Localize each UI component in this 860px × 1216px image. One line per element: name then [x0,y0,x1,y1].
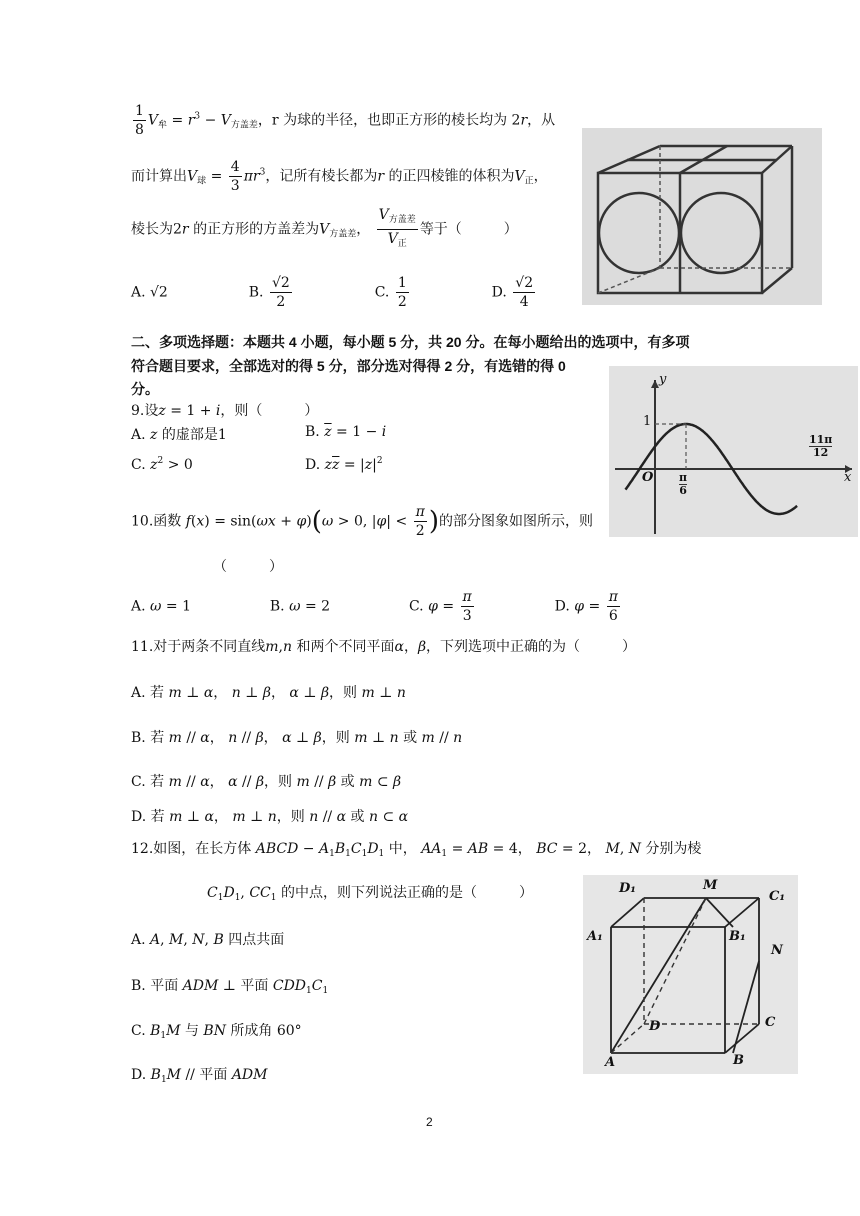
graph-y-label: y [659,372,667,387]
q12-option-c: C. $B_1M$ 与 BN 所成角 60° [131,1023,302,1041]
q10-stem: 10.函数 f(x) = sin(ωx + φ)(ω > 0, |φ| < $\frac{\pi}{2}$ )的部分图象如图所示，则 [131,504,594,539]
label-c1: C₁ [769,889,786,904]
q8-options: A. √2 B. $\frac{√2}{2}$ C. $\frac{1}{2}$ D. $\frac{√2}{4}$ [131,275,534,310]
section2-line1: 二、多项选择题：本题共 4 小题，每小题 5 分，共 20 分。在每小题给出的选项中，有多项 [131,334,690,350]
q8-line2: 而计算出$V_球$ = $\frac{4}{3}$ $\pi r^3$，记所有棱长都为r 的正四棱锥的体积为$V_正$， [131,159,548,194]
q12-stem-line2: $C_1D_1$, $CC_1$ 的中点，则下列说法正确的是（ ） [207,885,533,903]
label-b: B [733,1053,744,1068]
q12-option-a: A. A, M, N, B 四点共面 [131,932,285,948]
section2-line2: 符合题目要求，全部选对的得 5 分，部分选对得得 2 分，有选错的得 0 [131,358,566,374]
sine-graph-figure [609,366,858,537]
label-n: N [771,943,783,958]
q10-paren: （ ） [213,559,283,575]
q9-option-c: C. $z^2 > 0$ [131,456,193,473]
q12-stem: 12.如图，在长方体 ABCD − $A_1B_1C_1D_1$ 中， $AA_1$ = AB = 4， BC = 2， M, N 分别为棱 [131,841,702,859]
q11-option-b: B. 若 m // α， n // β， α ⊥ β，则 m ⊥ n 或 m // n [131,730,463,746]
q9-stem: 9.设z = 1 + i，则（ ） [131,403,319,419]
q8-line1: $\frac{1}{8}$ $V_牟 = r^3 - V_{方盖差}$，r 为球的半径，也即正方形的棱长均为 2r，从 [135,103,556,138]
q9-option-d: D. $z\overline{z} = |z|^2$ [305,456,383,473]
label-a1: A₁ [587,929,603,944]
cube-sphere-figure [582,128,822,305]
graph-tick-pi6: π 6 [679,471,688,497]
q12-option-d: D. $B_1M$ // 平面 ADM [131,1067,268,1085]
label-d1: D₁ [619,881,636,896]
cuboid-figure [583,875,798,1074]
graph-origin: O [642,470,654,485]
section2-line3: 分。 [131,381,159,397]
label-m: M [703,878,718,893]
label-c: C [765,1015,776,1030]
q10-options: A. ω = 1 B. ω = 2 C. φ = $\frac{\pi}{3}$ D. φ = $\frac{\pi}{6}$ [131,589,618,624]
graph-one: 1 [643,414,652,429]
q8-line3: 棱长为2r 的正方形的方盖差为$V_{方盖差}$， $\frac{V_{方盖差}}{V_正}$ 等于（ ） [131,207,518,249]
page-number: 2 [426,1115,433,1129]
label-d: D [649,1019,661,1034]
graph-tick-11pi12: 11π 12 [809,433,833,459]
q11-stem: 11.对于两条不同直线m,n 和两个不同平面α，β，下列选项中正确的为（ ） [131,639,637,655]
q11-option-c: C. 若 m // α， α // β，则 m // β 或 m ⊂ β [131,774,402,790]
q9-option-b: B. $\overline{z} = 1 - i$ [305,424,387,440]
label-a: A [605,1055,616,1070]
q11-option-d: D. 若 m ⊥ α， m ⊥ n，则 n // α 或 n ⊂ α [131,809,409,825]
graph-x-label: x [844,470,852,485]
label-b1: B₁ [729,929,746,944]
q11-option-a: A. 若 m ⊥ α， n ⊥ β， α ⊥ β，则 m ⊥ n [131,685,406,701]
q12-option-b: B. 平面 ADM ⊥ 平面 $CDD_1C_1$ [131,978,329,996]
q9-option-a: A. z 的虚部是1 [131,427,227,443]
